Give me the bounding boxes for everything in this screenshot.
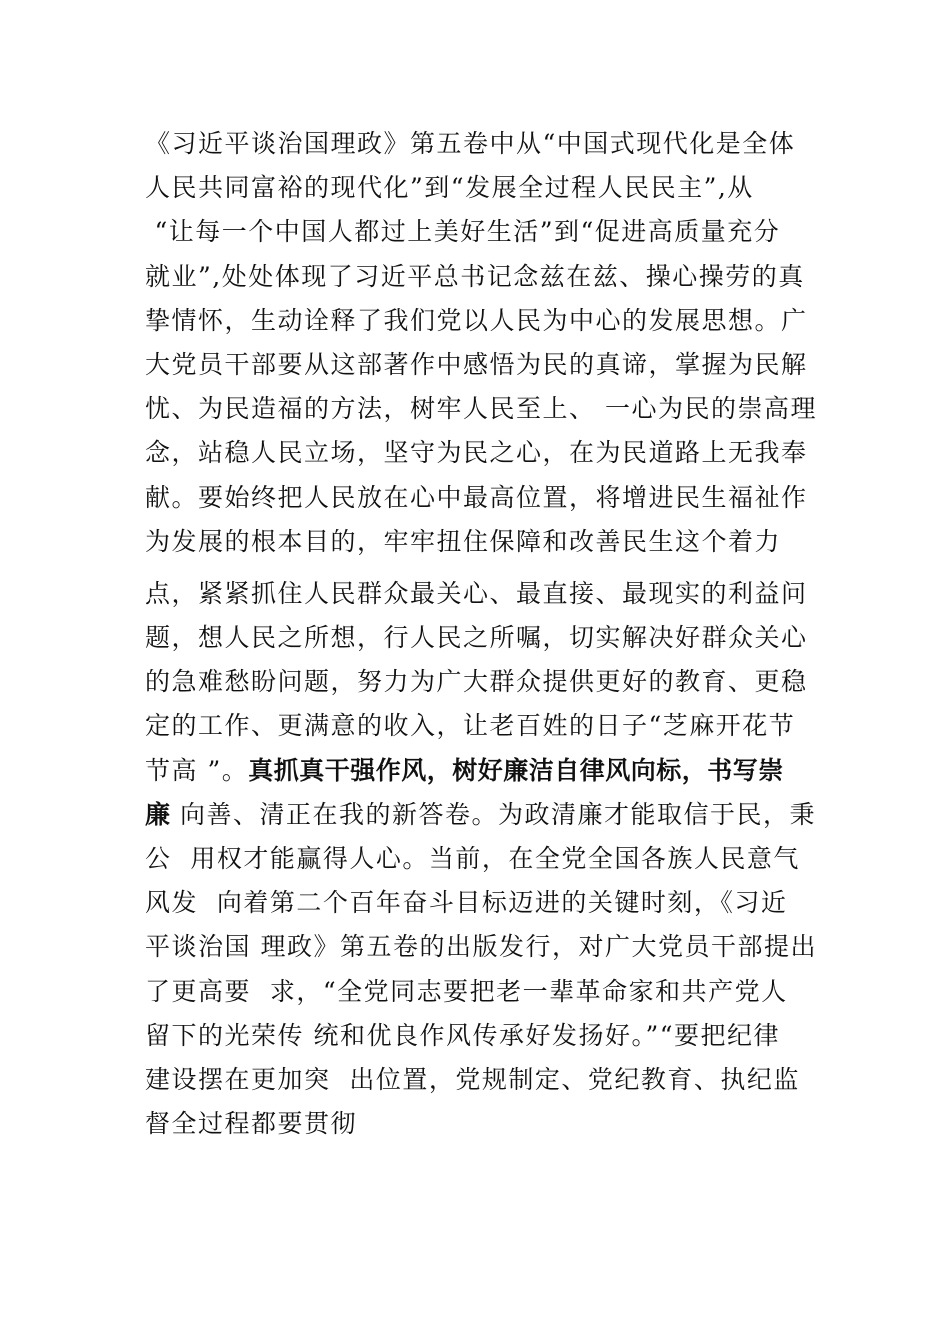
text-line	[145, 122, 805, 166]
text-segment: 点，紧紧抓住人民群众最关心、最直接、最现实的利益问	[145, 578, 808, 608]
text-line	[145, 572, 808, 616]
text-segment: 就业”,处处体现了习近平总书记念兹在兹、操心操劳的真	[145, 261, 805, 291]
text-segment: 建设摆在更加突 出位置，党规制定、党纪教育、执纪监	[145, 1064, 800, 1094]
text-segment: 了更高要 求，“全党同志要把老一辈革命家和共产党人	[145, 976, 788, 1006]
text-segment: 人民共同富裕的现代化”到“发展全过程人民民主”,从	[145, 173, 754, 203]
text-segment: 忧、为民造福的方法，树牢人民至上、 一心为民的崇高理	[145, 394, 817, 424]
text-line	[145, 793, 816, 837]
text-segment: 向善、清正在我的新答卷。为政清廉才能取信于民，秉	[170, 799, 816, 829]
text-segment: 风发 向着第二个百年奋斗目标迈进的关键时刻，《习近	[145, 888, 788, 918]
text-line	[145, 837, 805, 881]
text-line	[145, 925, 817, 969]
text-line	[145, 1102, 805, 1146]
text-segment: 题，想人民之所想，行人民之所嘱，切实解决好群众关心	[145, 623, 808, 653]
text-line	[145, 343, 808, 387]
text-line	[145, 299, 808, 343]
text-line	[145, 520, 805, 564]
text-line	[145, 255, 805, 299]
text-line	[145, 1014, 805, 1058]
text-segment: “让每一个中国人都过上美好生活”到“促进高质量充分	[145, 217, 781, 247]
text-segment: 献。要始终把人民放在心中最高位置，将增进民生福祉作	[145, 482, 808, 512]
text-segment: 公 用权才能赢得人心。当前，在全党全国各族人民意气	[145, 844, 800, 873]
text-segment: 《习近平谈治国理政》第五卷中从“中国式现代化是全体	[145, 129, 796, 158]
body-paragraph	[145, 122, 817, 1146]
text-segment: 念，站稳人民立场，坚守为民之心，在为民道路上无我奉	[145, 438, 808, 468]
text-line	[145, 660, 808, 704]
text-segment: 留下的光荣传 统和优良作风传承好发扬好。”“要把纪律	[145, 1020, 781, 1050]
text-line	[145, 476, 808, 520]
text-line	[145, 881, 805, 925]
text-segment: 平谈治国 理政》第五卷的出版发行，对广大党员干部提出	[145, 932, 817, 962]
text-segment: 挚情怀，生动诠释了我们党以人民为中心的发展思想。广	[145, 305, 808, 335]
text-line	[145, 431, 808, 475]
text-line	[145, 1058, 805, 1102]
text-segment: 的急难愁盼问题，努力为广大群众提供更好的教育、更稳	[145, 667, 808, 697]
text-segment: 大党员干部要从这部著作中感悟为民的真谛，掌握为民解	[145, 349, 808, 379]
text-line	[145, 166, 805, 210]
text-line	[145, 210, 805, 254]
text-line	[145, 970, 805, 1014]
text-segment: 督全过程都要贯彻	[145, 1109, 358, 1139]
text-line	[145, 704, 805, 748]
bold-heading-segment: 廉	[145, 799, 171, 829]
text-line	[145, 387, 817, 431]
text-segment: 节高 ”。	[145, 755, 249, 785]
text-line	[145, 616, 808, 660]
text-segment: 为发展的根本目的，牢牢扭住保障和改善民生这个着力	[145, 526, 782, 556]
bold-heading-segment: 真抓真干强作风，树好廉洁自律风向标，书写崇	[248, 755, 784, 785]
text-line	[145, 749, 805, 793]
text-segment: 定的工作、更满意的收入，让老百姓的日子“芝麻开花节	[145, 711, 796, 741]
